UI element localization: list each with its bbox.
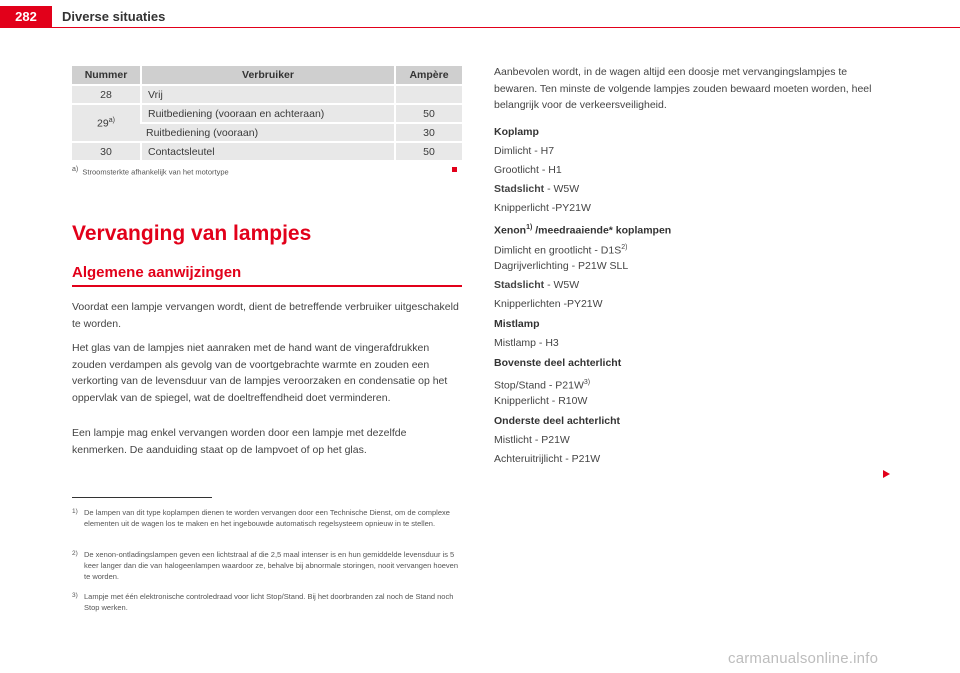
lamp-spec-text: Stop/Stand - P21W [494,379,584,391]
footnote-text: De xenon-ontladingslampen geven een lichtstraal af die 2,5 maal intenser is en hun gemiddelde levensduur is 5 keer langer dan die van halogeenlampen waardoor ze, behalve bij abnormale storingen, nooit vervangen hoeven te worden. [84,550,459,581]
lamp-spec: Knipperlicht - R10W [494,394,588,407]
cell-user: Contactsleutel [140,143,394,160]
footnote [72,507,464,529]
cell-user: Ruitbediening (vooraan) [140,124,394,141]
lamp-spec [494,180,884,199]
lamp-spec: Knipperlicht -PY21W [494,201,591,214]
koplamp-heading: Koplamp [494,125,539,138]
footnote [72,591,464,613]
subtitle-rule [72,285,462,287]
cell-ampere: 30 [394,124,462,141]
cell-number [72,105,140,141]
footnote-text: De lampen van dit type koplampen dienen te worden vervangen door een Technische Dienst, om de complexe elementen uit de wagen los te maken en het ingebouwde automatisch regelsysteem opnieuw in te stellen. [84,508,450,528]
xenon-heading-a: Xenon [494,224,527,236]
table-row [72,143,462,160]
cell-number: 28 [72,86,140,103]
footnote-ref: 2) [621,243,628,251]
cell-ampere: 50 [394,105,462,122]
lamp-spec [494,238,884,257]
header-rule [52,27,960,28]
fuse-table [72,64,462,162]
lamp-spec: Grootlicht - H1 [494,163,562,176]
xenon-heading-b: /meedraaiende* koplampen [532,224,672,236]
cell-user: Ruitbediening (vooraan en achteraan) [140,105,394,122]
table-footnote [72,166,229,177]
lamp-spec: Dagrijverlichting - P21W SLL [494,259,629,272]
footnote-text: Lampje met één elektronische controledraad voor licht Stop/Stand. Bij het doorbranden zal noch de Stand noch Stop werken. [84,592,454,612]
table-row [72,105,462,122]
page-header [0,0,960,28]
bovenste-achterlicht-heading: Bovenste deel achterlicht [494,356,622,369]
table-footnote-text: Stroomsterkte afhankelijk van het motortype [82,167,229,177]
footnote-mark: 3) [72,592,78,599]
lamp-spec: Dimlicht - H7 [494,144,555,157]
footnote-ref: 3) [583,378,591,386]
lamp-spec: Mistlicht - P21W [494,433,570,446]
cell-number-value: 29 [97,117,109,130]
footnote-rule [72,497,212,498]
xenon-heading [494,218,884,238]
lamp-spec: Mistlamp - H3 [494,336,559,349]
footnote [72,549,464,582]
cell-number: 30 [72,143,140,160]
table-header-row [72,66,462,84]
footnote-mark: 2) [72,550,78,557]
lamp-spec: Achteruitrijlicht - P21W [494,452,601,465]
lamp-value: - W5W [544,182,580,195]
section-title: Vervanging van lampjes [72,222,312,245]
section-subtitle: Algemene aanwijzingen [72,264,242,281]
mistlamp-heading: Mistlamp [494,317,540,330]
lamp-spec: Knipperlichten -PY21W [494,297,603,310]
intro-paragraph: Aanbevolen wordt, in de wagen altijd een doosje met vervangingslampjes te bewaren. Ten minste de volgende lampjes zouden bewaard moeten worden, heel belangrijk voor de verkeersveiligheid. [494,66,872,111]
column-header-verbruiker: Verbruiker [140,66,394,84]
chapter-title: Diverse situaties [62,9,166,24]
paragraph: Een lampje mag enkel vervangen worden door een lampje met dezelfde kenmerken. De aanduiding staat op de lampvoet of op het glas. [72,427,407,456]
lamp-spec-text: Dimlicht en grootlicht - D1S [494,244,622,256]
lamp-value: - W5W [544,278,580,291]
watermark: carmanualsonline.info [728,650,879,667]
paragraph: Het glas van de lampjes niet aanraken met de hand want de vingerafdrukken zouden verdampen als gevolg van de voortgebrachte warmte en zouden een verkorting van de levensduur van de lampjes veroorzaken en condensatie op het oppervlak van de spiegel, wat de doeltreffendheid doet verminderen. [72,342,448,404]
continue-arrow-icon [883,470,890,478]
right-column [494,64,884,469]
cell-user: Vrij [140,86,394,103]
column-header-ampere: Ampère [394,66,462,84]
onderste-achterlicht-heading: Onderste deel achterlicht [494,414,621,427]
table-footnote-mark: a) [72,166,79,173]
lamp-spec [494,276,884,295]
footnote-ref: 1) [526,223,533,231]
column-header-nummer: Nummer [72,66,140,84]
paragraph: Voordat een lampje vervangen wordt, dient de betreffende verbruiker uitgeschakeld te worden. [72,301,459,330]
footnote-mark: 1) [72,508,78,515]
lamp-label: Stadslicht [494,278,545,291]
cell-ampere [394,86,462,103]
table-row [72,86,462,103]
footnote-ref: a) [108,116,115,124]
end-of-section-marker [452,167,457,172]
lamp-spec [494,373,884,392]
lamp-label: Stadslicht [494,182,545,195]
page-number: 282 [0,6,52,28]
cell-ampere: 50 [394,143,462,160]
